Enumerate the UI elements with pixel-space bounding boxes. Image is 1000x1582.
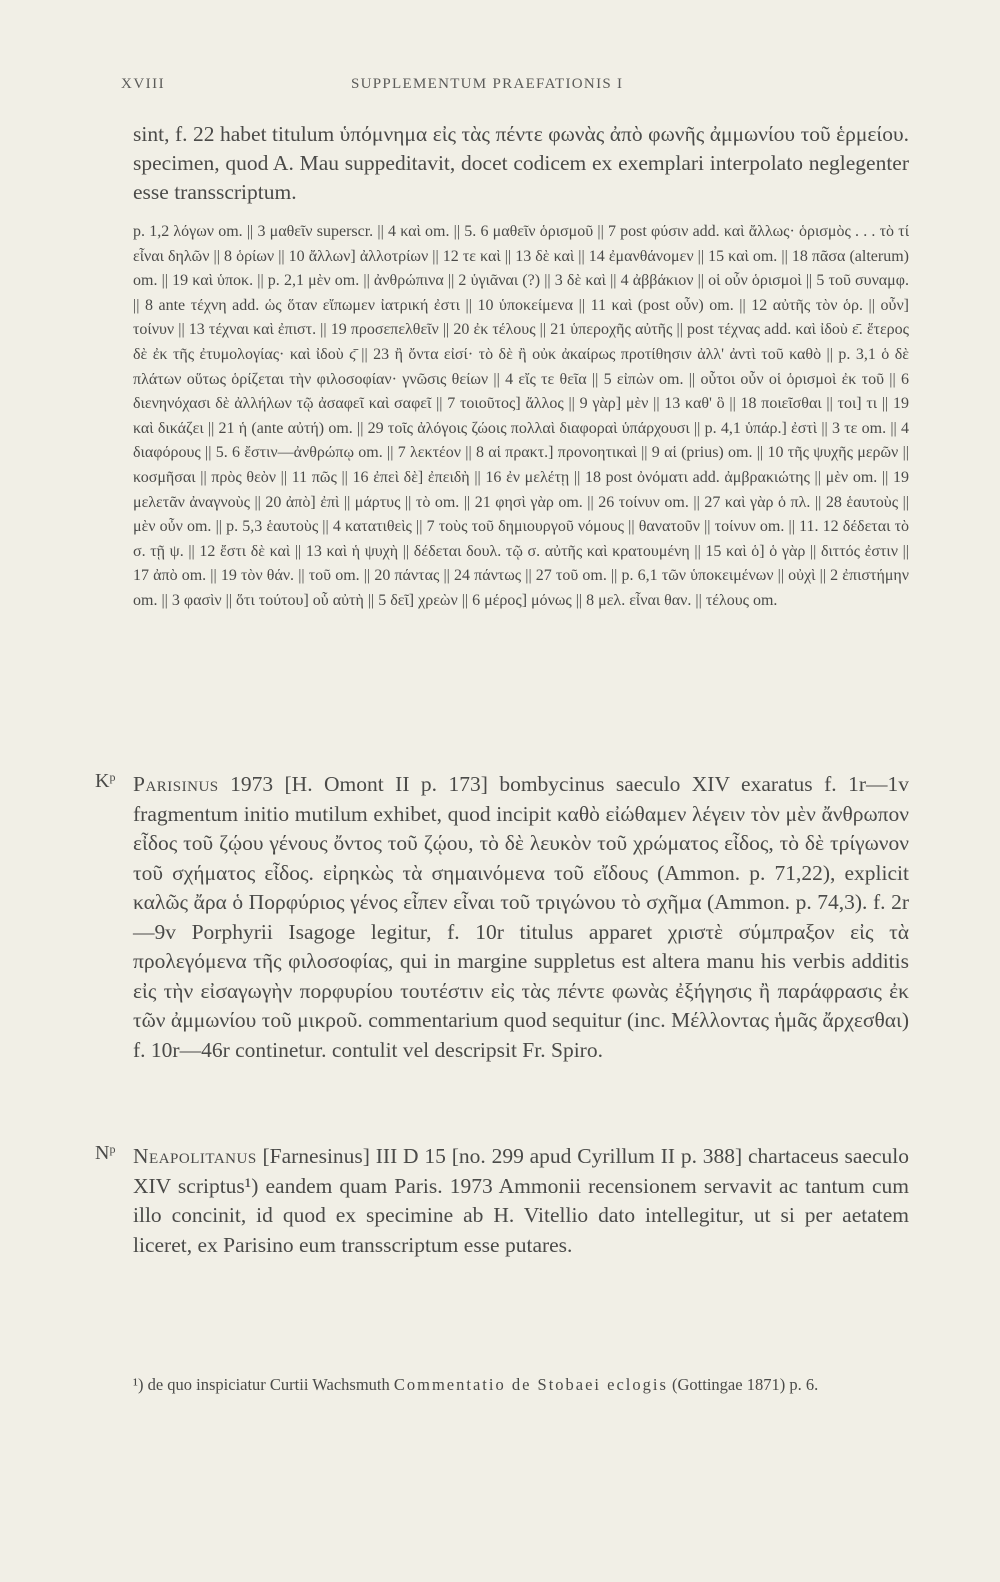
siglum-superscript: p (109, 1142, 116, 1156)
siglum-letter: N (95, 1142, 110, 1164)
manuscript-entry-parisinus (133, 770, 909, 1065)
manuscript-siglum-np (95, 1142, 115, 1165)
manuscript-siglum-kp (95, 770, 115, 793)
critical-apparatus: p. 1,2 λόγων om. || 3 μαθεῖν superscr. || 4 καὶ om. || 5. 6 μαθεῖν ὁρισμοῦ || 7 post φύσιν add. καὶ ἄλλως· ὁρισμὸς . . . τὸ τί εἶναι δηλῶν || 8 ὁρίων || 10 ἄλλων] ἀλλοτρίων || 12 τε καὶ || 13 δὲ καὶ || 14 ἐμανθάνομεν || 15 καὶ om. || 18 πᾶσα (alterum) om. || 19 καὶ ὑποκ. || p. 2,1 μὲν om. || ἀνθρώπινα || 2 ὑγιᾶναι (?) || 3 δὲ καὶ || 4 ἀββάκιον || οἱ οὖν ὁρισμοὶ || 5 τοῦ συναμφ. || 8 ante τέχνη add. ὡς ὅταν εἴπωμεν ἰατρική ἐστι || 10 ὑποκείμενα || 11 καὶ (post οὖν) om. || 12 αὐτῆς τὸν ὁρ. || οὖν] τοίνυν || 13 τέχναι καὶ ἐπιστ. || 19 προσεπελθεῖν || 20 ἐκ τέλους || 21 ὑπεροχῆς αὐτῆς || post τέχνας add. καὶ ἰδοὺ ε̄. ἕτερος δὲ ἐκ τῆς ἐτυμολογίας· καὶ ἰδοὺ ϛ̄ || 23 ἢ ὄντα εἰσί· τὸ δὲ ἢ οὐκ ἀκαίρως προτίθησιν ἀλλ' ἀντὶ τοῦ καθὸ || p. 3,1 ὁ δὲ πλάτων οὕτως ὁρίζεται τὴν φιλοσοφίαν· γνῶσις θείων || 4 εἴς τε θεῖα || 5 εἰπὼν om. || οὗτοι οὖν οἱ ὁρισμοὶ ἐκ τοῦ || 6 διενηνόχασι δὲ ἀλλήλων τῷ ἀσαφεῖ καὶ σαφεῖ || 7 τοιοῦτος] ἄλλος || 9 γὰρ] μὲν || 13 καθ' ὃ || 18 ποιεῖσθαι || τοι] τι || 19 καὶ δικάζει || 21 ἡ (ante αὐτή) om. || 29 τοῖς ἀλόγοις ζώοις πολλαὶ διαφοραὶ ὑπάρχουσι || p. 4,1 ὑπάρ.] ἐστὶ || 3 τε om. || 4 διαφόρους || 5. 6 ἔστιν—ἀνθρώπῳ om. || 7 λεκτέον || 8 αἱ πρακτ.] προνοητικαὶ || 9 αἱ (prius) om. || 10 τῆς ψυχῆς μερῶν || κοσμῆσαι || πρὸς θεὸν || 11 πῶς || 16 ἐπεὶ δὲ] ἐπειδὴ || 16 ἐν μελέτῃ || 18 post ὀνόματι add. ἀμβρακιώτης || μὲν om. || 19 μελετᾶν ἀναγνοὺς || 20 ἀπὸ] ἐπὶ || μάρτυς || τὸ om. || 21 φησὶ γὰρ om. || 26 τοίνυν om. || 27 καὶ γὰρ ὁ πλ. || 28 ἑαυτοὺς || μὲν οὖν om. || p. 5,3 ἑαυτοὺς || 4 κατατιθεὶς || 7 τοὺς τοῦ δημιουργοῦ νόμους || θανατοῦν || τοίνυν om. || 11. 12 δέδεται τὸ σ. τῇ ψ. || 12 ἔστι δὲ καὶ || 13 καὶ ἡ ψυχὴ || δέδεται δουλ. τῷ σ. αὐτῆς καὶ κρατουμένη || 15 καὶ ὁ] ὁ γὰρ || διττός ἐστιν || 17 ἀπὸ om. || 19 τὸν θάν. || τοῦ om. || 20 πάντας || 24 πάντως || 27 τοῦ om. || p. 6,1 τῶν ὑποκειμένων || οὐχὶ || 2 ἐπιστήμην om. || 3 φασὶν || ὅτι τούτου] οὗ αὐτὴ || 5 δεῖ] χρεὼν || 6 μέρος] μόνως || 8 μελ. εἶναι θαν. || τέλους om. (133, 223, 910, 609)
manuscript-name: Parisinus (133, 772, 219, 796)
running-title: SUPPLEMENTUM PRAEFATIONIS I (351, 76, 624, 92)
footnote-text-end: (Gottingae 1871) p. 6. (667, 1375, 819, 1394)
manuscript-description: [Farnesinus] III D 15 [no. 299 apud Cyrillum II p. 388] chartaceus saeculo XIV scriptus¹) eandem quam Paris. 1973 Ammonii recensionem servavit ac tantum cum illo concinit, id quod ex specimine ab H. Vitellio dato intellegitur, ut si per aetatem liceret, ex Parisino eum transscriptum esse putares. (133, 1144, 909, 1257)
manuscript-name: Neapolitanus (133, 1144, 257, 1168)
running-head (121, 76, 881, 98)
footnote-marker: ¹) (133, 1375, 144, 1394)
page-number: XVIII (121, 76, 166, 92)
manuscript-description: 1973 [H. Omont II p. 173] bombycinus saeculo XIV exaratus f. 1r—1v fragmentum initio mutilum exhibet, quod incipit καθὸ εἰώθαμεν λέγειν τὸν μὲν ἄνθρωπον εἶδος τοῦ ζῴου γένους ὄντος τοῦ ζῴου, τὸ δὲ λευκὸν τοῦ χρώματος εἶδος, τὸ δὲ τρίγωνον τοῦ σχήματος εἶδος. εἰρηκὼς τὰ σημαινόμενα τοῦ εἴδους (Ammon. p. 71,22), explicit καλῶς ἄρα ὁ Πορφύριος γένος εἶπεν εἶναι τοῦ τριγώνου τὸ σχῆμα (Ammon. p. 74,3). f. 2r—9v Porphyrii Isagoge legitur, f. 10r titulus apparet χριστὲ σύμπραξον εἰς τὰ προλεγόμενα τῆς φιλοσοφίας, qui in margine suppletus est altera manu his verbis additis εἰς τὴν εἰσαγωγὴν πορφυρίου τουτέστιν εἰς τὰς πέντε φωνὰς ἐξήγησις ἢ παράφρασις ἐκ τῶν ἀμμωνίου τοῦ μικροῦ. commentarium quod sequitur (inc. Μέλλοντας ἡμᾶς ἄρχεσθαι) f. 10r—46r continetur. contulit vel descripsit Fr. Spiro. (133, 772, 909, 1062)
siglum-letter: K (95, 770, 110, 792)
siglum-superscript: p (109, 770, 116, 784)
footnote (133, 1372, 909, 1398)
intro-paragraph: sint, f. 22 habet titulum ὑπόμνημα εἰς τὰς πέντε φωνὰς ἀπὸ φωνῆς ἀμμωνίου τοῦ ἑρμείου. specimen, quod A. Mau suppeditavit, docet codicem ex exemplari interpolato neglegenter esse transscriptum. (133, 122, 909, 204)
footnote-text: de quo inspiciatur Curtii Wachsmuth (143, 1375, 394, 1394)
manuscript-entry-neapolitanus (133, 1142, 909, 1260)
footnote-title: Commentatio de Stobaei eclogis (393, 1375, 668, 1394)
